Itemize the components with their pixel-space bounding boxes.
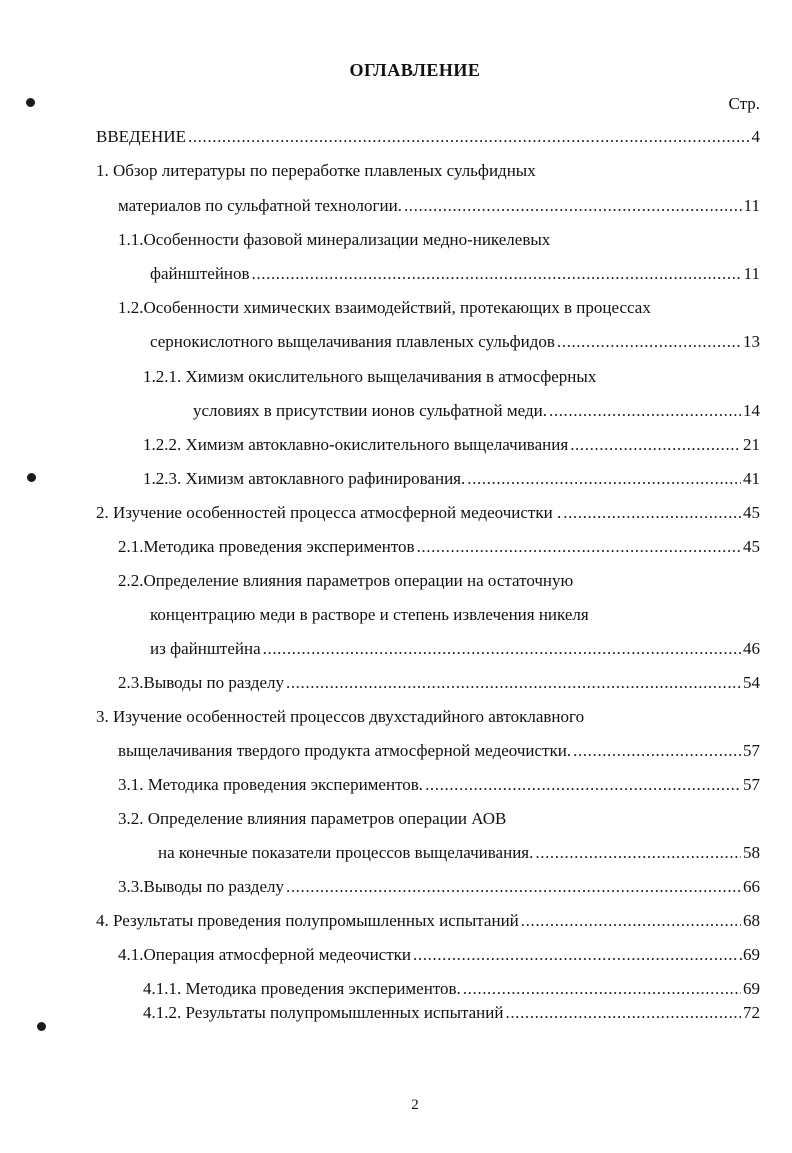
leader-dots (467, 468, 741, 490)
toc-entry (96, 160, 536, 182)
toc-entry-page: 11 (743, 196, 760, 215)
leader-dots (417, 536, 741, 558)
toc-entry (118, 876, 760, 898)
toc-entry-page: 11 (743, 264, 760, 283)
toc-entry (143, 978, 760, 1000)
toc-entry-text: 2.1.Методика проведения экспериментов (118, 537, 415, 556)
toc-entry (143, 434, 760, 456)
leader-dots (570, 434, 741, 456)
leader-dots (573, 740, 741, 762)
toc-entry-page: 66 (743, 877, 760, 896)
toc-entry-page: 14 (743, 401, 760, 420)
page-column-label: Стр. (728, 94, 760, 113)
toc-entry-page: 4 (751, 127, 760, 146)
toc-entry-text: выщелачивания твердого продукта атмосферной медеочистки. (118, 741, 572, 760)
punch-hole-icon (37, 1022, 46, 1031)
leader-dots (263, 638, 741, 660)
toc-entry-text: сернокислотного выщелачивания плавленых сульфидов (150, 332, 555, 351)
toc-entry (118, 195, 760, 217)
toc-entry-page: 57 (743, 741, 760, 760)
toc-entry-text: на конечные показатели процессов выщелачивания. (158, 843, 534, 862)
toc-entry-page: .69 (738, 945, 760, 964)
leader-dots (521, 910, 741, 932)
leader-dots (557, 331, 741, 353)
leader-dots (404, 195, 742, 217)
toc-entry-page: 58 (743, 843, 760, 862)
toc-entry-text: материалов по сульфатной технологии. (118, 196, 402, 215)
toc-entry (150, 638, 760, 660)
toc-entry (118, 774, 760, 796)
page-number: 2 (411, 1097, 419, 1113)
toc-entry-page: 57 (743, 775, 760, 794)
toc-entry (118, 536, 760, 558)
toc-entry (118, 570, 573, 592)
toc-entry (96, 910, 760, 932)
toc-entry-text: 2. Изучение особенностей процесса атмосферной медеочистки . (96, 503, 562, 522)
toc-entry (158, 842, 760, 864)
toc-entry-page: 41 (743, 469, 760, 488)
toc-entry-text: 1.2.3. Химизм автоклавного рафинирования. (143, 469, 466, 488)
toc-entry-text: 1.1.Особенности фазовой минерализации медно-никелевых (118, 230, 551, 249)
leader-dots (549, 400, 741, 422)
toc-entry-text: 1.2.Особенности химических взаимодействий, протекающих в процессах (118, 298, 651, 317)
toc-entry-page: 54 (743, 673, 760, 692)
toc-entry-text: файнштейнов (150, 264, 250, 283)
leader-dots (463, 978, 741, 1000)
toc-entry-page: 45 (743, 503, 760, 522)
toc-entry (96, 706, 584, 728)
toc-entry (96, 126, 760, 148)
toc-entry-text: 3.3.Выводы по разделу (118, 877, 284, 896)
toc-entry (193, 400, 760, 422)
toc-entry-page: 69 (743, 979, 760, 998)
page-title: ОГЛАВЛЕНИЕ (349, 60, 481, 80)
toc-entry-text: 1.2.1. Химизм окислительного выщелачивания в атмосферных (143, 367, 597, 386)
toc-entry-text: 4. Результаты проведения полупромышленных испытаний (96, 911, 519, 930)
punch-hole-icon (27, 473, 36, 482)
leader-dots (252, 263, 742, 285)
toc-entry (143, 468, 760, 490)
toc-entry-page: 68 (743, 911, 760, 930)
leader-dots (425, 774, 741, 796)
leader-dots (535, 842, 741, 864)
toc-entry-text: 2.3.Выводы по разделу (118, 673, 284, 692)
leader-dots (286, 876, 741, 898)
toc-entry (96, 502, 760, 524)
toc-entry-text: 3.2. Определение влияния параметров операции АОВ (118, 809, 507, 828)
punch-hole-icon (26, 98, 35, 107)
toc-entry-page: 21 (743, 435, 760, 454)
toc-entry (150, 263, 760, 285)
leader-dots (188, 126, 750, 148)
toc-entry (150, 331, 760, 353)
toc-entry-text: 4.1.1. Методика проведения экспериментов. (143, 979, 461, 998)
toc-entry (118, 672, 760, 694)
toc-entry (118, 808, 506, 830)
toc-entry-page: 72 (743, 1003, 760, 1022)
toc-entry-text: 3. Изучение особенностей процессов двухстадийного автоклавного (96, 707, 585, 726)
toc-entry (143, 1002, 760, 1024)
toc-entry-text: ВВЕДЕНИЕ (96, 127, 186, 146)
toc-entry-page: 46 (743, 639, 760, 658)
toc-entry-text: 2.2.Определение влияния параметров операции на остаточную (118, 571, 574, 590)
toc-entry-page: 45 (743, 537, 760, 556)
toc-entry-text: 1.2.2. Химизм автоклавно-окислительного выщелачивания (143, 435, 569, 454)
toc-entry (118, 944, 760, 966)
toc-entry-text: 3.1. Методика проведения экспериментов. (118, 775, 424, 794)
leader-dots (563, 502, 741, 524)
toc-entry (118, 229, 550, 251)
toc-entry (150, 604, 589, 626)
toc-entry-page: 13 (743, 332, 760, 351)
toc-entry (118, 297, 651, 319)
toc-entry-text: 4.1.2. Результаты полупромышленных испытаний (143, 1003, 504, 1022)
leader-dots (413, 944, 737, 966)
leader-dots (505, 1002, 741, 1024)
toc-entry (143, 366, 596, 388)
leader-dots (286, 672, 741, 694)
toc-entry-text: условиях в присутствии ионов сульфатной меди. (193, 401, 547, 420)
toc-entry-text: концентрацию меди в растворе и степень извлечения никеля (150, 605, 589, 624)
toc-entry (118, 740, 760, 762)
toc-entry-text: из файнштейна (150, 639, 261, 658)
toc-entry-text: 4.1.Операция атмосферной медеочистки (118, 945, 412, 964)
toc-entry-text: 1. Обзор литературы по переработке плавленых сульфидных (96, 161, 536, 180)
